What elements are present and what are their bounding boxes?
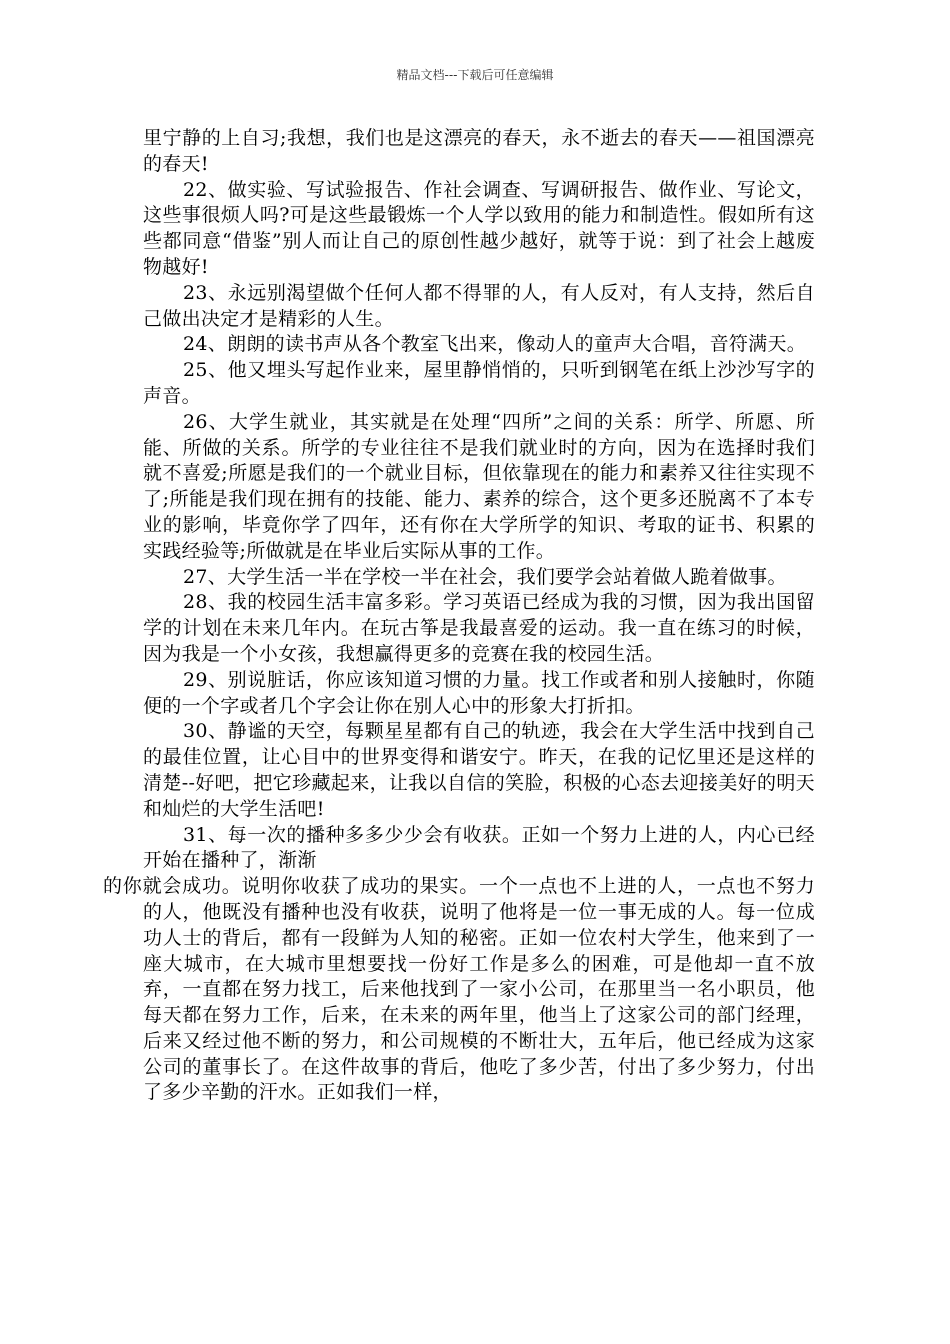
body-text <box>103 126 815 1106</box>
paragraph: 31、每一次的播种多多少少会有收获。正如一个努力上进的人，内心已经开始在播种了，渐渐 <box>143 823 815 872</box>
paragraph: 27、大学生活一半在学校一半在社会，我们要学会站着做人跪着做事。 <box>183 565 787 588</box>
paragraph: 30、静谧的天空，每颗星星都有自己的轨迹，我会在大学生活中找到自己的最佳位置，让心目中的世界变得和谐安宁。昨天，在我的记忆里还是这样的清楚--好吧，把它珍藏起来，让我以自信的笑脸，积极的心态去迎接美好的明天和灿烂的大学生活吧! <box>143 720 815 820</box>
paragraph: 25、他又埋头写起作业来，屋里静悄悄的，只听到钢笔在纸上沙沙写字的声音。 <box>143 359 815 407</box>
paragraph: 28、我的校园生活丰富多彩。学习英语已经成为我的习惯，因为我出国留学的计划在未来几年内。在玩古筝是我最喜爱的运动。我一直在练习的时候，因为我是一个小女孩，我想赢得更多的竞赛在我的校园生活。 <box>143 591 815 665</box>
paragraph: 23、永远别渴望做个任何人都不得罪的人，有人反对，有人支持，然后自己做出决定才是精彩的人生。 <box>143 281 815 330</box>
paragraph: 26、大学生就业，其实就是在处理“四所”之间的关系：所学、所愿、所能、所做的关系。所学的专业往往不是我们就业时的方向，因为在选择时我们就不喜爱;所愿是我们的一个就业目标，但依靠现在的能力和素养又往往实现不了;所能是我们现在拥有的技能、能力、素养的综合，这个更多还脱离不了本专业的影响，毕竟你学了四年，还有你在大学所学的知识、考取的证书、积累的实践经验等;所做就是在毕业后实际从事的工作。 <box>143 410 815 562</box>
paragraph: 29、别说脏话，你应该知道习惯的力量。找工作或者和别人接触时，你随便的一个字或者几个字会让你在别人心中的形象大打折扣。 <box>143 668 815 717</box>
paragraph: 22、做实验、写试验报告、作社会调查、写调研报告、做作业、写论文，这些事很烦人吗?可是这些最锻炼一个人学以致用的能力和制造性。假如所有这些都同意“借鉴”别人而让自己的原创性越少越好，就等于说：到了社会上越废物越好! <box>143 178 815 278</box>
paragraph: 里宁静的上自习;我想，我们也是这漂亮的春天，永不逝去的春天——祖国漂亮的春天! <box>143 127 815 175</box>
page-header: 精品文档---下载后可任意编辑 <box>396 68 554 82</box>
paragraph: 24、朗朗的读书声从各个教室飞出来，像动人的童声大合唱，音符满天。 <box>183 333 807 356</box>
paragraph: 的你就会成功。说明你收获了成功的果实。一个一点也不上进的人，一点也不努力的人，他既没有播种也没有收获，说明了他将是一位一事无成的人。每一位成功人士的背后，都有一段鲜为人知的秘密。正如一位农村大学生，他来到了一座大城市，在大城市里想要找一份好工作是多么的困难，可是他却一直不放弃，一直都在努力找工，后来他找到了一家小公司，在那里当一名小职员，他每天都在努力工作，后来，在未来的两年里，他当上了这家公司的部门经理，后来又经过他不断的努力，和公司规模的不断壮大，五年后，他已经成为这家公司的董事长了。在这件故事的背后，他吃了多少苦，付出了多少努力，付出了多少辛勤的汗水。正如我们一样， <box>103 875 815 1104</box>
